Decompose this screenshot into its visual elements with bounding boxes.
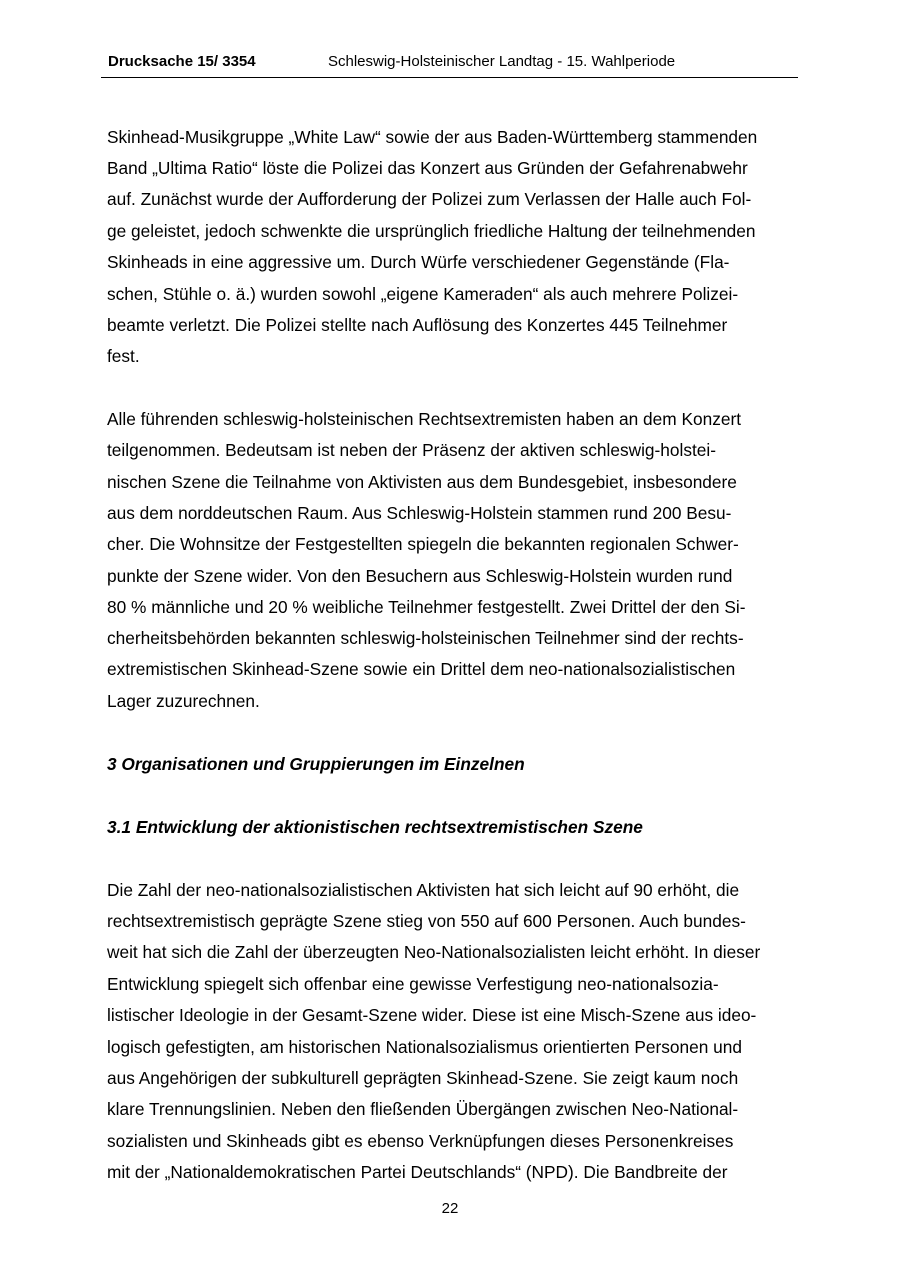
text-line: Entwicklung spiegelt sich offenbar eine gewisse Verfestigung neo-nationalsozia- bbox=[107, 974, 719, 994]
text-line: listischer Ideologie in der Gesamt-Szene wider. Diese ist eine Misch-Szene aus ideo- bbox=[107, 1005, 757, 1025]
text-line: punkte der Szene wider. Von den Besuchern aus Schleswig-Holstein wurden rund bbox=[107, 566, 733, 586]
page-number: 22 bbox=[441, 1200, 459, 1217]
text-line: fest. bbox=[107, 346, 140, 366]
text-line: Die Zahl der neo-nationalsozialistischen Aktivisten hat sich leicht auf 90 erhöht, die bbox=[107, 880, 740, 900]
document-source: Schleswig-Holsteinischer Landtag - 15. Wahlperiode bbox=[328, 53, 676, 70]
text-line: beamte verletzt. Die Polizei stellte nach Auflösung des Konzertes 445 Teilnehmer bbox=[107, 315, 728, 335]
text-line: klare Trennungslinien. Neben den fließenden Übergängen zwischen Neo-National- bbox=[107, 1099, 739, 1119]
text-line: Skinheads in eine aggressive um. Durch Würfe verschiedener Gegenstände (Fla- bbox=[107, 252, 730, 272]
document-number: Drucksache 15/ 3354 bbox=[108, 53, 256, 70]
text-line: auf. Zunächst wurde der Aufforderung der Polizei zum Verlassen der Halle auch Fol- bbox=[107, 189, 752, 209]
text-line: 80 % männliche und 20 % weibliche Teilnehmer festgestellt. Zwei Drittel der den Si- bbox=[107, 597, 746, 617]
page-header bbox=[101, 53, 798, 78]
text-line: Band „Ultima Ratio“ löste die Polizei das Konzert aus Gründen der Gefahrenabwehr bbox=[107, 158, 748, 178]
text-line: Skinhead-Musikgruppe „White Law“ sowie der aus Baden-Württemberg stammenden bbox=[107, 127, 758, 147]
text-line: Alle führenden schleswig-holsteinischen Rechtsextremisten haben an dem Konzert bbox=[107, 409, 741, 429]
text-line: rechtsextremistisch geprägte Szene stieg von 550 auf 600 Personen. Auch bundes- bbox=[107, 911, 746, 931]
text-line: aus dem norddeutschen Raum. Aus Schleswig-Holstein stammen rund 200 Besu- bbox=[107, 503, 732, 523]
subsection-heading: 3.1 Entwicklung der aktionistischen rechtsextremistischen Szene bbox=[107, 817, 643, 837]
text-line: mit der „Nationaldemokratischen Partei Deutschlands“ (NPD). Die Bandbreite der bbox=[107, 1162, 728, 1182]
text-line: aus Angehörigen der subkulturell geprägten Skinhead-Szene. Sie zeigt kaum noch bbox=[107, 1068, 739, 1088]
text-line: logisch gefestigten, am historischen Nationalsozialismus orientierten Personen und bbox=[107, 1037, 742, 1057]
text-line: nischen Szene die Teilnahme von Aktivisten aus dem Bundesgebiet, insbesondere bbox=[107, 472, 737, 492]
text-line: extremistischen Skinhead-Szene sowie ein Drittel dem neo-nationalsozialistischen bbox=[107, 659, 736, 679]
text-line: schen, Stühle o. ä.) wurden sowohl „eigene Kameraden“ als auch mehrere Polizei- bbox=[107, 284, 739, 304]
text-line: Lager zuzurechnen. bbox=[107, 691, 260, 711]
text-line: ge geleistet, jedoch schwenkte die ursprünglich friedliche Haltung der teilnehmenden bbox=[107, 221, 756, 241]
text-line: sozialisten und Skinheads gibt es ebenso Verknüpfungen dieses Personenkreises bbox=[107, 1131, 734, 1151]
text-line: cherheitsbehörden bekannten schleswig-holsteinischen Teilnehmer sind der rechts- bbox=[107, 628, 744, 648]
text-line: cher. Die Wohnsitze der Festgestellten spiegeln die bekannten regionalen Schwer- bbox=[107, 534, 739, 554]
section-heading: 3 Organisationen und Gruppierungen im Einzelnen bbox=[107, 754, 525, 774]
text-line: teilgenommen. Bedeutsam ist neben der Präsenz der aktiven schleswig-holstei- bbox=[107, 440, 716, 460]
text-line: weit hat sich die Zahl der überzeugten Neo-Nationalsozialisten leicht erhöht. In dieser bbox=[107, 942, 761, 962]
